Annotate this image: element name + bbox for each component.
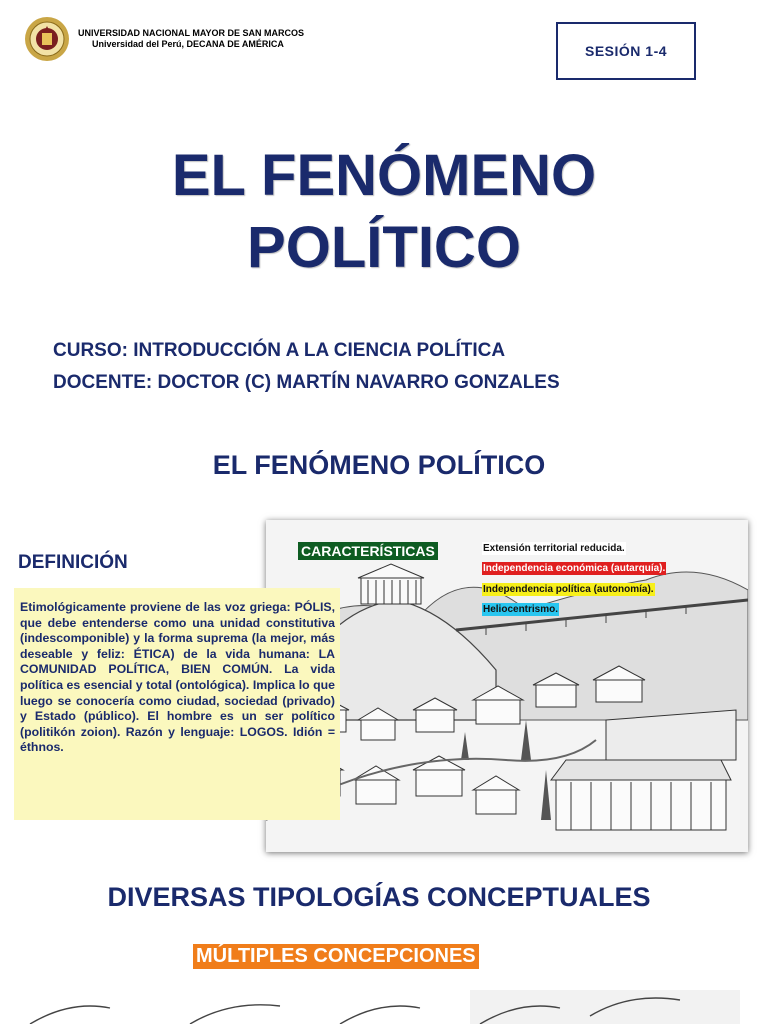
characteristic-item: Independencia política (autonomía). (483, 584, 654, 595)
definition-label: DEFINICIÓN (18, 552, 128, 573)
definition-box (14, 588, 340, 820)
characteristic-item: Heliocentrismo. (483, 604, 559, 615)
section-title: EL FENÓMENO POLÍTICO (212, 450, 546, 480)
teacher-line: DOCENTE: DOCTOR (C) MARTÍN NAVARRO GONZALES (53, 372, 560, 393)
university-seal-icon (24, 16, 70, 62)
characteristic-item: Independencia económica (autarquía). (483, 563, 666, 574)
multiples-label: MÚLTIPLES CONCEPCIONES (193, 944, 479, 969)
title-line-2: POLÍTICO (247, 215, 521, 280)
definition-text: Etimológicamente proviene de las voz griega: PÓLIS, que debe entenderse como una unidad constitutiva (indescomponible) y la forma suprema (la mejor, más deseable y feliz: ÉTICA) de la vida humana: LA COMUNIDAD POLÍTICA, BIEN COMÚN. La vida política es esencial y total (ontológica). Implica lo que luego se conocería como ciudad, sociedad (privado) y Estado (público). El hombre es un ser político (politikón zoion). Razón y lenguaje: LOGOS. Idión = éthnos. (20, 600, 335, 755)
title-line-1: EL FENÓMENO (171, 143, 597, 208)
page-title (0, 140, 768, 284)
course-line: CURSO: INTRODUCCIÓN A LA CIENCIA POLÍTICA (53, 340, 506, 361)
decorative-arcs (0, 986, 768, 1024)
typologies-title: DIVERSAS TIPOLOGÍAS CONCEPTUALES (107, 882, 651, 912)
characteristics-label: CARACTERÍSTICAS (298, 542, 438, 560)
course-info (53, 335, 560, 399)
university-name: UNIVERSIDAD NACIONAL MAYOR DE SAN MARCOS Universidad del Perú, DECANA DE AMÉRICA (78, 28, 305, 49)
characteristic-item: Extensión territorial reducida. (483, 543, 625, 554)
session-badge: SESIÓN 1-4 (556, 22, 696, 80)
